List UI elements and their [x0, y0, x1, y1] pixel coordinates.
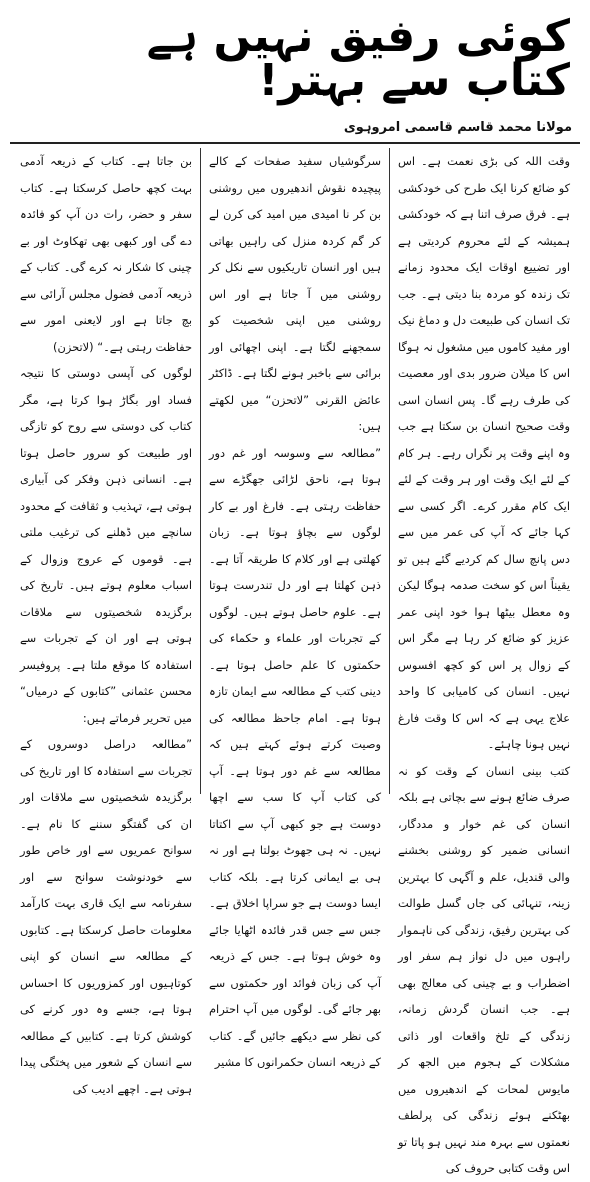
paragraph: لوگوں کی آپسی دوستی کا نتیجہ فساد اور بگاڑ ہوا کرتا ہے، مگر کتاب کی دوستی سے روح کو تازگی اور طبیعت کو سرور حاصل ہوتا ہے۔ انسانی ذہن وفکر کی آبیاری ہوتی ہے، تہذیب و ثقافت کے محدود سانچے میں ڈھلنے کی ترغیب ملتی ہے۔ قوموں کے عروج وزوال کے اسباب معلوم ہوتے ہیں۔ تاریخ کی برگزیدہ شخصیتوں سے ملاقات ہوتی ہے اور ان کے تجربات سے استفادہ کا موقع ملتا ہے۔ پروفیسر محسن عثمانی ”کتابوں کے درمیاں“ میں تحریر فرماتے ہیں: — [20, 366, 192, 725]
paragraph: سرگوشیاں سفید صفحات کے کالے پیچیدہ نقوش اندھیروں میں روشنی بن کر نا امیدی میں امید کی کرن لے کر گم کردہ منزل کی راہیں بھاتی ہیں اور انسان تاریکیوں سے نکل کر روشنی میں آ جاتا ہے اور اس روشنی میں اپنی شخصیت کو سمجھنے لگتا ہے۔ اپنی اچھائی اور برائی سے باخبر ہونے لگتا ہے۔ ڈاکٹر عائض القرنی ”لاتحزن“ میں لکھتے ہیں: — [209, 154, 381, 433]
quote-paragraph: ”مطالعہ دراصل دوسروں کے تجربات سے استفادہ کا اور تاریخ کی برگزیدہ شخصیتوں سے ملاقات اور ان کی گفتگو سننے کا نام ہے۔ سوانح عمریوں سے اور خاص طور سے خودنوشت سوانح سے اور سفرنامہ سے ایک قاری بہت کارآمد معلومات حاصل کرسکتا ہے۔ کتابوں کے مطالعہ سے انسان کو اپنی کوتاہیوں اور کمزوریوں کا احساس ہوتا ہے، جسے وہ دور کرنے کی کوشش کرتا ہے۔ کتابیں کے مطالعہ سے انسان کے شعور میں پختگی پیدا ہوتی ہے۔ اچھے ادیب کی — [20, 737, 192, 1096]
column-right — [390, 148, 578, 1175]
article-title: کوئی رفیق نہیں ہے کتاب سے بہتر! — [146, 11, 570, 106]
paragraph: کتب بینی انسان کے وقت کو نہ صرف ضائع ہونے سے بچاتی ہے بلکہ انسان کی غم خوار و مددگار، انسانی ضمیر کو روشنی بخشنے والی قندیل، علم و آگہی کا بہترین زینہ، تنہائی کی جاں گسل طوالت کی بہترین رفیق، زندگی کی ناہموار راہوں میں دل نواز ہم سفر اور اضطراب و بے چینی کی معالج بھی ہے۔ جب انسان گردش زمانہ، زندگی کے تلخ واقعات اور ذاتی مشکلات کے ہجوم میں الجھ کر مایوس لمحات کے اندھیروں میں بھٹکنے ہوئے زندگی کی پرلطف نعمتوں سے بہرہ مند نہیں ہو پاتا تو اس وقت کتابی حروف کی — [398, 763, 570, 1175]
column-middle — [201, 148, 390, 1069]
paragraph: وقت اللہ کی بڑی نعمت ہے۔ اس کو ضائع کرنا ایک طرح کی خودکشی ہے۔ فرق صرف اتنا ہے کہ خودکشی ہمیشہ کے لئے محروم کردیتی ہے اور تضییع اوقات ایک محدود زمانے تک زندہ کو مردہ بنا دیتی ہے۔ جب تک انسان کی طبیعت دل و دماغ نیک اور مفید کاموں میں مشغول نہ ہوگا اس کا میلان ضرور بدی اور معصیت کی طرف رہے گا۔ پس انسان اسی وقت صحیح انسان بن سکتا ہے جب وہ اپنے وقت پر نگراں رہے۔ ہر کام کے لئے ایک وقت اور ہر وقت کے لئے ایک کام مقرر کرے۔ اگر کسی سے کہا جائے کہ آپ کی عمر میں سے دس پانچ سال کم کردیے گئے ہیں تو یقیناً اس کو سخت صدمہ ہوگا لیکن وہ معطل بیٹھا ہوا خود اپنی عمر عزیز کو ضائع کر رہا ہے مگر اس کے زوال پر اس کو کچھ افسوس نہیں۔ انسان کی کامیابی کا واحد علاج یہی ہے کہ اس کا وقت فارغ نہیں ہونا چاہئے۔ — [398, 154, 570, 751]
column-left — [12, 148, 201, 1096]
author-byline: مولانا محمد قاسم قاسمی امروہوی — [343, 120, 572, 135]
article-body — [12, 148, 578, 1175]
quote-paragraph: ”مطالعہ سے وسوسہ اور غم دور ہوتا ہے، ناحق لڑائی جھگڑے سے حفاظت رہتی ہے۔ فارغ اور بے کار لوگوں سے بچاؤ ہوتا ہے۔ زبان کھلتی ہے اور کلام کا طریقہ آتا ہے۔ ذہن کھلتا ہے اور دل تندرست ہوتا ہے۔ علوم حاصل ہوتے ہیں۔ لوگوں کے تجربات اور علماء و حکماء کی حکمتوں کا علم حاصل ہوتا ہے۔ دینی کتب کے مطالعہ سے ایمان تازہ ہوتا ہے۔ امام جاحظ مطالعہ کی وصیت کرتے ہوئے کہتے ہیں کہ مطالعہ سے غم دور ہوتا ہے۔ آپ کی کتاب آپ کا سب سے اچھا دوست ہے جو کبھی آپ سے اکتاتا نہیں۔ نہ ہی جھوٹ بولتا ہے اور نہ ہی بے ایمانی کرتا ہے۔ بلکہ کتاب ایسا دوست ہے جو سراپا اخلاق ہے۔ جس سے جس قدر فائدہ اٹھایا جائے وہ خوش ہوتا ہے۔ جس کے ذریعہ آپ کی زبان فوائد اور حکمتوں سے بھر جائے گی۔ لوگوں میں آپ احترام کی نظر سے دیکھے جائیں گے۔ کتاب کے ذریعہ انسان حکمرانوں کا مشیر — [209, 445, 381, 1069]
paragraph: بن جاتا ہے۔ کتاب کے ذریعہ آدمی بہت کچھ حاصل کرسکتا ہے۔ کتاب سفر و حضر، رات دن آپ کو فائدہ دے گی اور کبھی بھی تھکاوٹ اور بے چینی کا شکار نہ کرے گی۔ کتاب کے ذریعہ آدمی فضول مجلس آرائی سے بچ جاتا ہے اور لایعنی امور سے حفاظت رہتی ہے۔“ (لاتحزن) — [20, 154, 192, 354]
header-divider — [10, 142, 580, 144]
